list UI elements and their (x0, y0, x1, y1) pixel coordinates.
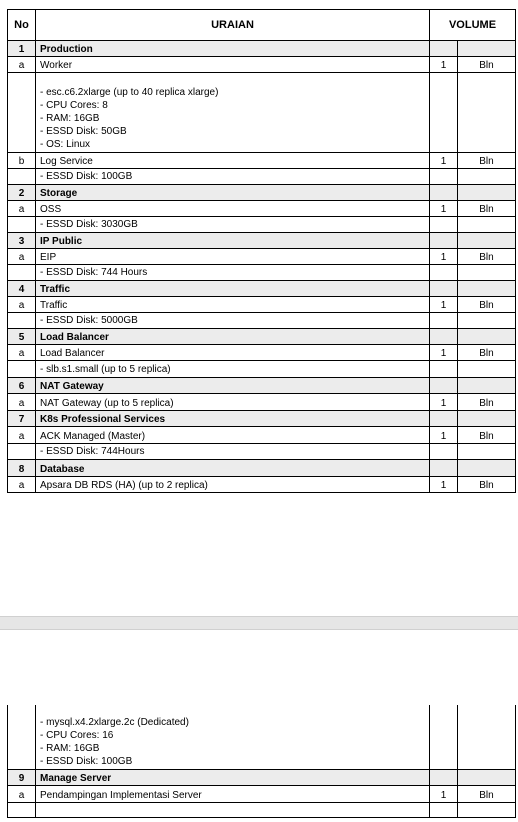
item-letter: a (8, 785, 36, 802)
detail-line: - mysql.x4.2xlarge.2c (Dedicated) (40, 716, 189, 728)
item-qty: 1 (430, 345, 458, 361)
header-no: No (8, 10, 36, 41)
item-qty: 1 (430, 201, 458, 217)
item-unit: Bln (458, 785, 516, 802)
item-unit: Bln (458, 153, 516, 169)
section-row-nat-gateway (8, 378, 516, 394)
item-label: ACK Managed (Master) (36, 427, 430, 444)
section-no: 1 (8, 41, 36, 57)
detail-row-rds-specs (8, 705, 516, 769)
section-no: 9 (8, 769, 36, 785)
item-label: NAT Gateway (up to 5 replica) (36, 394, 430, 411)
detail-row-ack (8, 444, 516, 460)
item-letter: a (8, 345, 36, 361)
page-break (0, 616, 518, 630)
section-row-load-balancer (8, 329, 516, 345)
section-title: Traffic (36, 281, 430, 297)
detail-line: - RAM: 16GB (40, 113, 100, 124)
detail-line: - CPU Cores: 8 (40, 100, 108, 111)
item-row-oss (8, 201, 516, 217)
detail-row-oss (8, 217, 516, 233)
section-title: Load Balancer (36, 329, 430, 345)
header-uraian: URAIAN (36, 10, 430, 41)
item-qty: 1 (430, 297, 458, 313)
item-row-nat-gateway (8, 394, 516, 411)
cost-table-page-1 (7, 9, 516, 493)
table-header-row (8, 10, 516, 41)
item-letter: a (8, 201, 36, 217)
detail-line: - OS: Linux (40, 139, 91, 150)
item-label: Apsara DB RDS (HA) (up to 2 replica) (36, 477, 430, 493)
section-no: 4 (8, 281, 36, 297)
section-title: Storage (36, 185, 430, 201)
item-row-rds (8, 477, 516, 493)
detail-row-log-service (8, 169, 516, 185)
item-row-worker (8, 57, 516, 73)
item-letter: a (8, 297, 36, 313)
detail-text: - ESSD Disk: 3030GB (36, 217, 430, 233)
section-title: Database (36, 460, 430, 477)
item-label: Worker (36, 57, 430, 73)
item-letter: a (8, 427, 36, 444)
detail-text: - ESSD Disk: 100GB (36, 169, 430, 185)
item-label: EIP (36, 249, 430, 265)
section-title: NAT Gateway (36, 378, 430, 394)
item-unit: Bln (458, 394, 516, 411)
item-unit: Bln (458, 57, 516, 73)
section-row-production (8, 41, 516, 57)
item-row-load-balancer (8, 345, 516, 361)
section-no: 6 (8, 378, 36, 394)
detail-line: - ESSD Disk: 100GB (40, 755, 133, 767)
item-unit: Bln (458, 345, 516, 361)
item-qty: 1 (430, 394, 458, 411)
section-no: 2 (8, 185, 36, 201)
section-no: 5 (8, 329, 36, 345)
section-no: 3 (8, 233, 36, 249)
empty-row (8, 802, 516, 817)
item-qty: 1 (430, 477, 458, 493)
detail-text: - slb.s1.small (up to 5 replica) (36, 361, 430, 378)
section-no: 8 (8, 460, 36, 477)
item-letter: a (8, 477, 36, 493)
section-title: K8s Professional Services (36, 411, 430, 427)
detail-row-eip (8, 265, 516, 281)
item-letter: a (8, 249, 36, 265)
item-row-pendampingan (8, 785, 516, 802)
item-unit: Bln (458, 297, 516, 313)
section-title: Manage Server (36, 769, 430, 785)
detail-text (36, 705, 430, 769)
section-no: 7 (8, 411, 36, 427)
section-row-database (8, 460, 516, 477)
detail-line: - CPU Cores: 16 (40, 729, 114, 741)
item-row-log-service (8, 153, 516, 169)
section-row-k8s (8, 411, 516, 427)
section-row-manage-server (8, 769, 516, 785)
section-row-traffic (8, 281, 516, 297)
item-label: Traffic (36, 297, 430, 313)
item-row-ack (8, 427, 516, 444)
item-unit: Bln (458, 477, 516, 493)
item-label: Load Balancer (36, 345, 430, 361)
item-qty: 1 (430, 785, 458, 802)
detail-row-load-balancer (8, 361, 516, 378)
section-title: Production (36, 41, 430, 57)
item-unit: Bln (458, 249, 516, 265)
section-row-storage (8, 185, 516, 201)
item-letter: a (8, 57, 36, 73)
item-label: Log Service (36, 153, 430, 169)
detail-text (36, 73, 430, 153)
item-unit: Bln (458, 427, 516, 444)
item-label: OSS (36, 201, 430, 217)
item-qty: 1 (430, 57, 458, 73)
detail-line: - esc.c6.2xlarge (up to 40 replica xlarge) (40, 87, 219, 98)
item-qty: 1 (430, 153, 458, 169)
detail-text: - ESSD Disk: 744 Hours (36, 265, 430, 281)
section-title: IP Public (36, 233, 430, 249)
item-row-traffic (8, 297, 516, 313)
item-qty: 1 (430, 249, 458, 265)
item-letter: b (8, 153, 36, 169)
item-qty: 1 (430, 427, 458, 444)
header-volume: VOLUME (430, 10, 516, 41)
item-label: Pendampingan Implementasi Server (36, 785, 430, 802)
detail-line: - RAM: 16GB (40, 742, 100, 754)
detail-row-traffic (8, 313, 516, 329)
item-unit: Bln (458, 201, 516, 217)
section-row-ip-public (8, 233, 516, 249)
detail-row-worker-specs (8, 73, 516, 153)
detail-text: - ESSD Disk: 744Hours (36, 444, 430, 460)
item-row-eip (8, 249, 516, 265)
detail-line: - ESSD Disk: 50GB (40, 126, 127, 137)
item-letter: a (8, 394, 36, 411)
cost-table-page-2 (7, 705, 516, 818)
detail-text: - ESSD Disk: 5000GB (36, 313, 430, 329)
